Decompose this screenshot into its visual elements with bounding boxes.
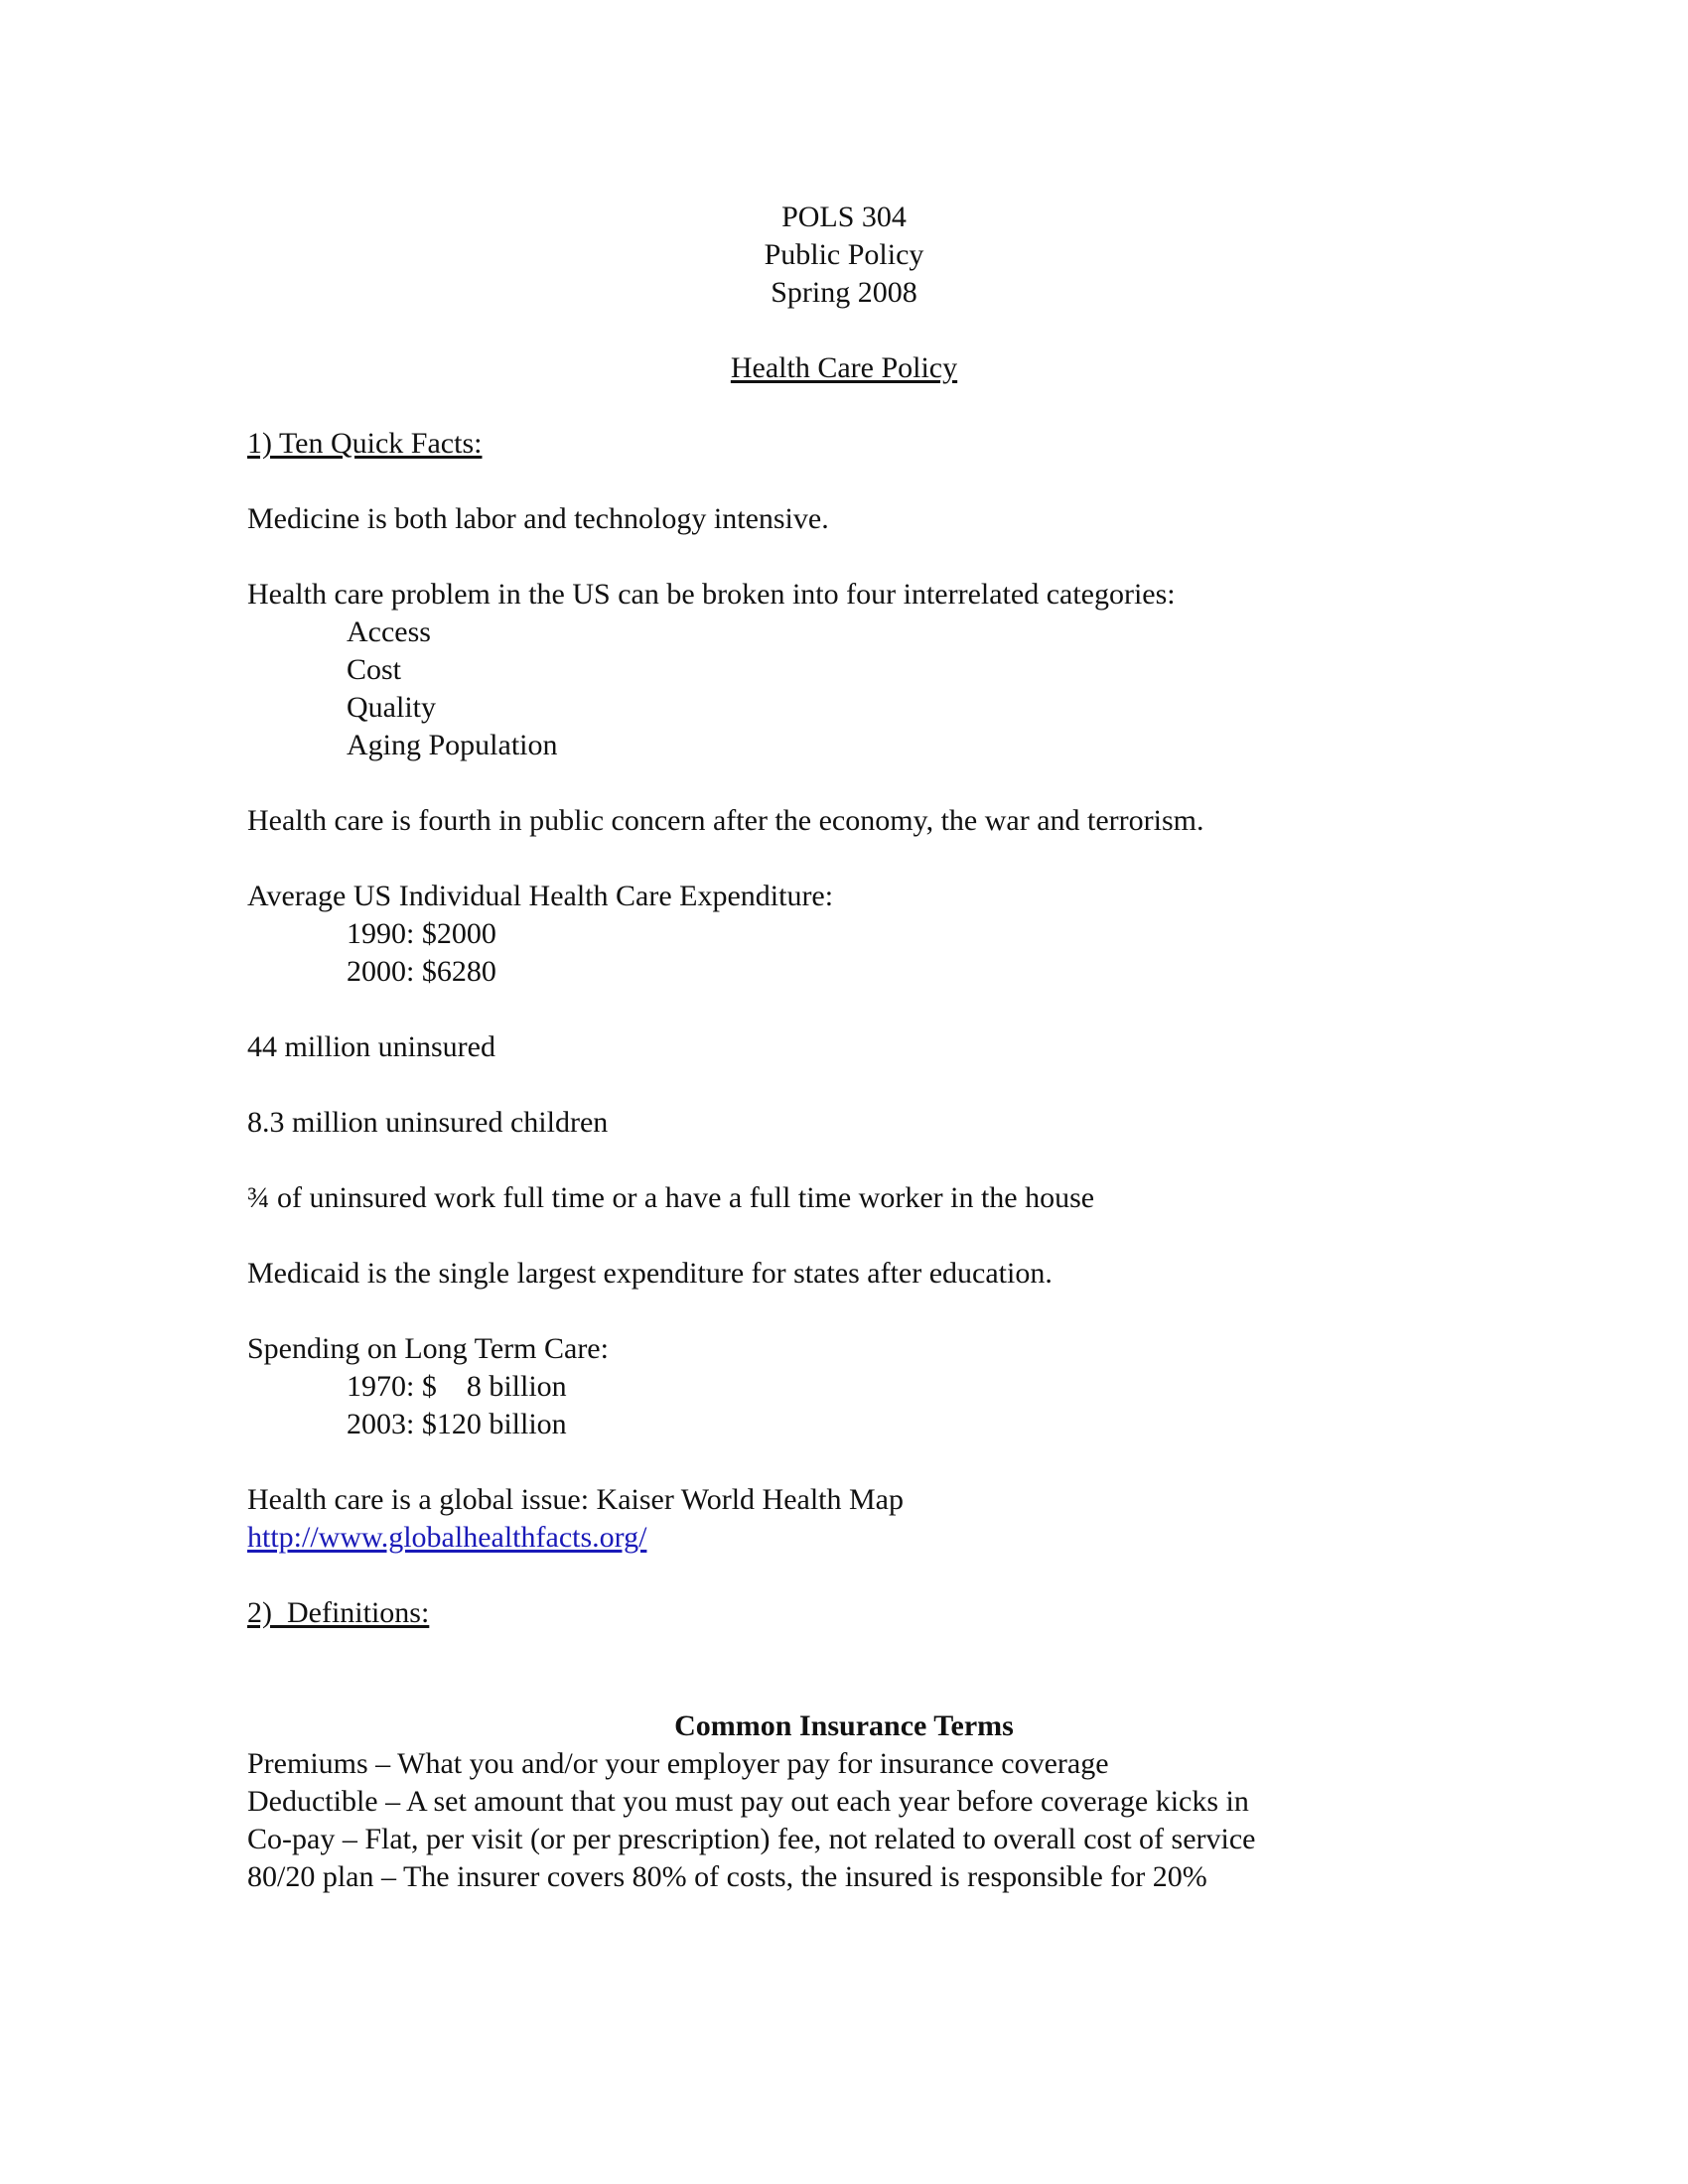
course-code: POLS 304 — [781, 201, 907, 233]
insurance-terms-title: Common Insurance Terms — [674, 1709, 1014, 1742]
fact-public-concern: Health care is fourth in public concern after the economy, the war and terrorism. — [247, 804, 1204, 837]
ltc-item: 1970: $ 8 billion — [347, 1370, 567, 1403]
fact-ltc-intro: Spending on Long Term Care: — [247, 1332, 609, 1365]
section-heading-facts: 1) Ten Quick Facts: — [247, 427, 483, 460]
fact-global-issue: Health care is a global issue: Kaiser World Health Map — [247, 1483, 904, 1516]
global-health-facts-link[interactable]: http://www.globalhealthfacts.org/ — [247, 1521, 647, 1554]
fact-categories-intro: Health care problem in the US can be broken into four interrelated categories: — [247, 578, 1176, 611]
fact-uninsured-workers: ¾ of uninsured work full time or a have a full time worker in the house — [247, 1181, 1095, 1214]
fact-uninsured: 44 million uninsured — [247, 1030, 495, 1063]
term-item: Co-pay – Flat, per visit (or per prescription) fee, not related to overall cost of service — [247, 1823, 1256, 1855]
document-title: Health Care Policy — [730, 351, 958, 384]
course-term: Spring 2008 — [771, 276, 917, 309]
fact-expenditure-intro: Average US Individual Health Care Expenditure: — [247, 880, 834, 912]
document-title-wrap — [0, 349, 1688, 387]
category-item: Cost — [347, 653, 402, 686]
category-item: Quality — [347, 691, 436, 724]
term-item: Premiums – What you and/or your employer pay for insurance coverage — [247, 1747, 1109, 1780]
global-link-wrap — [247, 1519, 646, 1557]
term-item: 80/20 plan – The insurer covers 80% of costs, the insured is responsible for 20% — [247, 1860, 1207, 1893]
fact-medicaid: Medicaid is the single largest expenditure for states after education. — [247, 1257, 1053, 1290]
term-item: Deductible – A set amount that you must pay out each year before coverage kicks in — [247, 1785, 1249, 1818]
ltc-item: 2003: $120 billion — [347, 1408, 567, 1440]
section-heading-definitions: 2) Definitions: — [247, 1596, 430, 1629]
fact-uninsured-children: 8.3 million uninsured children — [247, 1106, 609, 1139]
category-item: Access — [347, 615, 431, 648]
fact-medicine: Medicine is both labor and technology intensive. — [247, 502, 829, 535]
course-name: Public Policy — [764, 238, 924, 271]
expenditure-item: 2000: $6280 — [347, 955, 496, 988]
category-item: Aging Population — [347, 729, 558, 761]
expenditure-item: 1990: $2000 — [347, 917, 496, 950]
